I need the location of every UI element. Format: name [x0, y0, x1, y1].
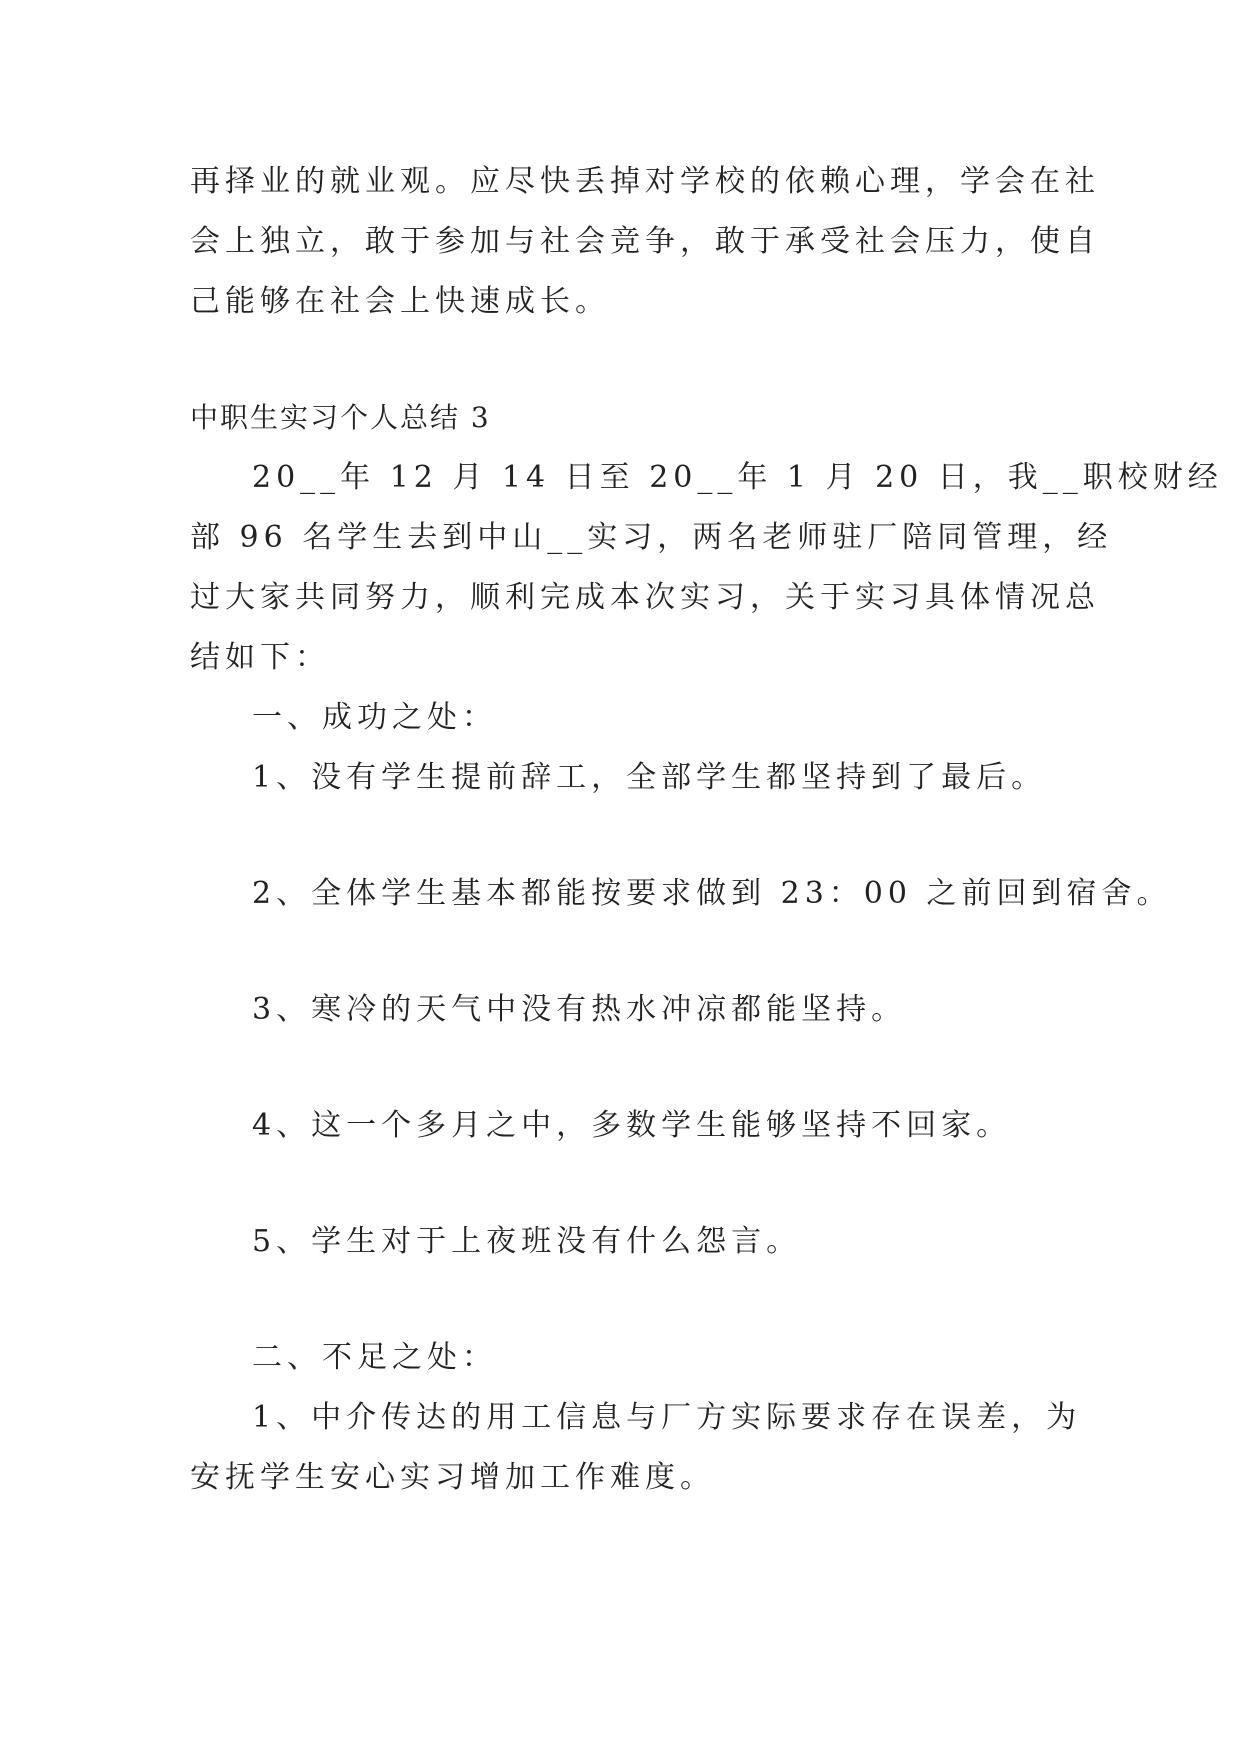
paragraph-line: 部 96 名学生去到中山__实习，两名老师驻厂陪同管理，经	[190, 520, 1113, 555]
paragraph-line: 再择业的就业观。应尽快丢掉对学校的依赖心理，学会在社	[190, 164, 1100, 199]
subheading: 二、不足之处：	[252, 1340, 497, 1375]
list-item: 3、寒冷的天气中没有热水冲凉都能坚持。	[252, 992, 907, 1027]
paragraph-line: 己能够在社会上快速成长。	[190, 284, 610, 319]
paragraph-line: 会上独立，敢于参加与社会竞争，敢于承受社会压力，使自	[190, 224, 1100, 259]
section-title: 中职生实习个人总结 3	[190, 401, 491, 434]
paragraph-line: 20__年 12 月 14 日至 20__年 1 月 20 日，我__职校财经	[252, 460, 1223, 495]
paragraph-line: 结如下：	[190, 640, 330, 675]
list-item: 1、没有学生提前辞工，全部学生都坚持到了最后。	[252, 760, 1047, 795]
paragraph-line: 过大家共同努力，顺利完成本次实习，关于实习具体情况总	[190, 580, 1100, 615]
paragraph-line: 安抚学生安心实习增加工作难度。	[190, 1460, 715, 1495]
list-item: 1、中介传达的用工信息与厂方实际要求存在误差，为	[252, 1400, 1082, 1435]
list-item: 4、这一个多月之中，多数学生能够坚持不回家。	[252, 1108, 1012, 1143]
list-item: 5、学生对于上夜班没有什么怨言。	[252, 1224, 802, 1259]
subheading: 一、成功之处：	[252, 700, 497, 735]
list-item: 2、全体学生基本都能按要求做到 23：00 之前回到宿舍。	[252, 876, 1172, 911]
